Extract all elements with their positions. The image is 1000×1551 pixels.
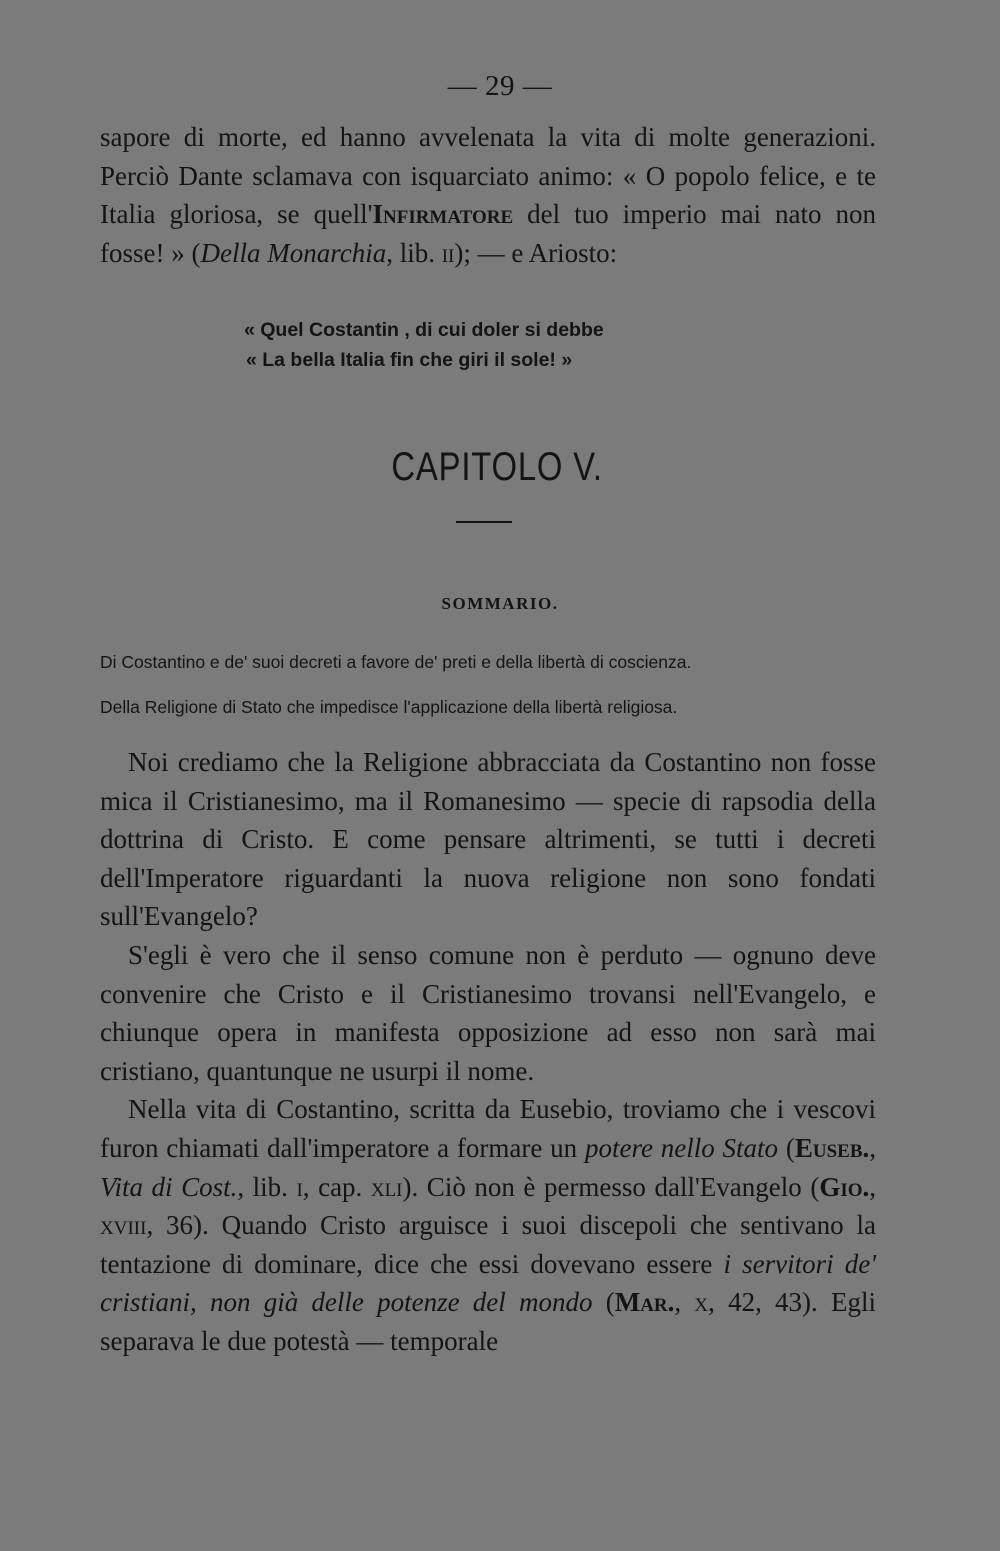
citation-book: i <box>296 1171 303 1202</box>
intro-text-part: del tuo imperio mai nato non fosse! » ( <box>100 199 876 268</box>
citation-author: Gio. <box>819 1171 870 1202</box>
intro-text-part: , lib. <box>386 237 442 268</box>
verse-quote <box>244 315 764 375</box>
summary-line: Di Costantino e de' suoi decreti a favore de' preti e della libertà di coscienza. <box>100 652 692 672</box>
body-text-part: , <box>869 1171 876 1202</box>
citation-chapter: xviii <box>100 1210 147 1241</box>
italic-phrase: i servitori de' cristiani, non già delle potenze del mondo <box>100 1248 876 1318</box>
intro-paragraph <box>100 118 876 272</box>
verse-line: « Quel Costantin , di cui doler si debbe <box>244 319 604 341</box>
body-text-part: Nella vita di Costantino, scritta da Eusebio, troviamo che i vescovi furon chiamati dall'imperatore a formare un <box>100 1094 876 1163</box>
body-text-part: , <box>674 1287 695 1318</box>
title-rule <box>456 521 512 523</box>
italic-phrase: potere nello Stato <box>584 1132 779 1163</box>
body-text-part: , cap. <box>302 1171 371 1202</box>
summary-line: Della Religione di Stato che impedisce l'applicazione della libertà religiosa. <box>100 697 678 717</box>
citation-author: Euseb. <box>794 1132 870 1163</box>
citation-title: Vita di Cost. <box>100 1171 238 1202</box>
body-paragraph: S'egli è vero che il senso comune non è perduto — ognuno deve convenire che Cristo e il Cristianesimo trovansi nell'Evangelo, e chiunque opera in manifesta opposizione ad esso non sarà mai cristiano, quantunque ne usurpi il nome. <box>100 939 876 1086</box>
body-paragraph <box>100 1090 876 1360</box>
smallcaps-term: Infirmatore <box>372 199 514 230</box>
body-text-part: ). Ciò non è permesso dall'Evangelo ( <box>402 1171 820 1202</box>
book-number: ii <box>441 237 455 268</box>
summary-heading: SOMMARIO. <box>441 594 559 613</box>
intro-text-part: sapore di morte, ed hanno avvelenata la vita di molte generazioni. Perciò Dante sclamava con isquarciato animo: « O popolo felice, e te Italia gloriosa, se quell' <box>100 122 876 230</box>
body-text-part: ( <box>778 1132 795 1163</box>
chapter-title: CAPITOLO V. <box>391 445 603 489</box>
body-text-part: ( <box>592 1287 615 1318</box>
body-text-part: , <box>869 1132 876 1163</box>
body-text <box>100 743 876 1361</box>
verse-line: « La bella Italia fin che giri il sole! » <box>246 349 573 371</box>
body-paragraph: Noi crediamo che la Religione abbracciata da Costantino non fosse mica il Cristianesimo, ma il Romanesimo — specie di rapsodia della dottrina di Cristo. E come pensare altrimenti, se tutti i decreti dell'Imperatore riguardanti la nuova religione non sono fondati sull'Evangelo? <box>100 747 876 932</box>
body-text-part: , 36). Quando Cristo arguisce i suoi discepoli che sentivano la tentazione di dominare, dice che essi dovevano essere <box>100 1210 876 1279</box>
book-title: Della Monarchia <box>200 237 387 268</box>
citation-chapter: x <box>694 1287 709 1318</box>
intro-text <box>100 118 876 272</box>
intro-text-part: ); — e Ariosto: <box>454 237 618 268</box>
page-number: — 29 — <box>447 70 553 102</box>
citation-chapter: xli <box>370 1171 403 1202</box>
body-text-part: , lib. <box>237 1171 297 1202</box>
citation-author: Mar. <box>614 1287 675 1318</box>
body-text-part: , 42, 43). Egli separava le due potestà — temporale <box>100 1287 876 1356</box>
